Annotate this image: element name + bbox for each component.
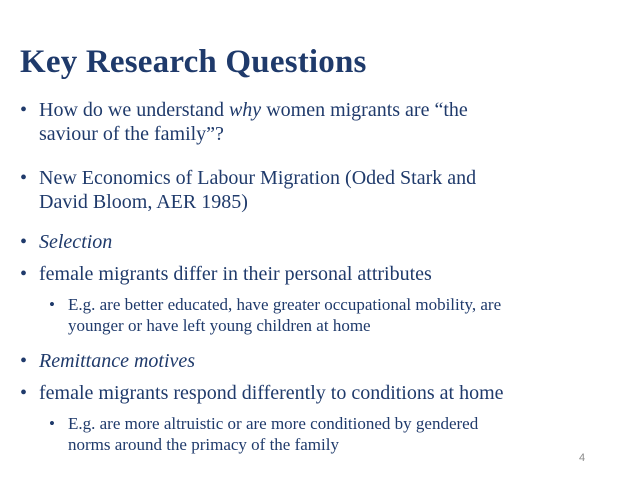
bullet-dot: • [49, 414, 55, 433]
bullet-line [68, 294, 501, 315]
bullet-line [39, 190, 248, 214]
bullet-text: Remittance motives [39, 350, 196, 372]
bullet-line [39, 230, 112, 254]
bullet-line [39, 262, 432, 286]
page-number: 4 [579, 452, 586, 464]
bullet-line [68, 434, 339, 455]
bullet-dot: • [20, 231, 28, 253]
bullet-dot: • [20, 99, 28, 121]
bullet-text: female migrants differ in their personal attributes [39, 263, 432, 285]
bullet-text: E.g. are better educated, have greater occupational mobility, are [68, 295, 502, 314]
bullet-line [68, 413, 478, 434]
bullet-dot: • [20, 350, 28, 372]
bullet-text: David Bloom, AER 1985) [39, 191, 248, 213]
bullet-line [39, 349, 195, 373]
bullet-line [39, 381, 504, 405]
bullet-text: How do we understand [39, 99, 229, 121]
bullet-line [39, 166, 476, 190]
bullet-text: saviour of the family”? [39, 123, 224, 145]
bullet-text: Selection [39, 231, 113, 253]
bullet-dot: • [20, 263, 28, 285]
bullet-dot: • [20, 167, 28, 189]
bullet-text: norms around the primacy of the family [68, 435, 339, 454]
bullet-dot: • [49, 295, 55, 314]
bullet-text: younger or have left young children at home [68, 316, 371, 335]
bullet-text: why [228, 99, 262, 121]
bullet-text: women migrants are “the [261, 99, 468, 121]
slide-title: Key Research Questions [20, 44, 367, 80]
bullet-text: female migrants respond differently to conditions at home [39, 382, 504, 404]
bullet-line [39, 122, 224, 146]
bullet-text: E.g. are more altruistic or are more conditioned by gendered [68, 414, 479, 433]
bullet-dot: • [20, 382, 28, 404]
bullet-text: New Economics of Labour Migration (Oded Stark and [39, 167, 477, 189]
bullet-line [68, 315, 371, 336]
bullet-line [39, 98, 468, 122]
